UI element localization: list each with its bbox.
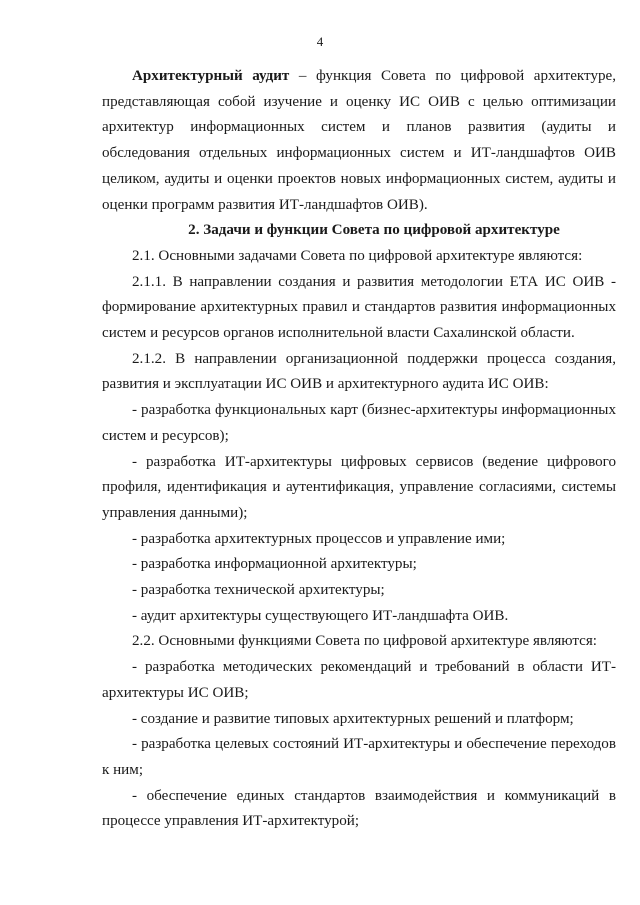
paragraph-2-1: 2.1. Основными задачами Совета по цифровой архитектуре являются: xyxy=(132,247,583,264)
list-item: - обеспечение единых стандартов взаимодействия и коммуникаций в процессе управления ИТ-архитектурой; xyxy=(102,787,616,830)
list-item: - разработка методических рекомендаций и требований в области ИТ-архитектуры ИС ОИВ; xyxy=(102,659,616,701)
document-body xyxy=(102,64,616,835)
intro-paragraph xyxy=(102,64,616,218)
list-item: - разработка функциональных карт (бизнес-архитектуры информационных систем и ресурсов); xyxy=(102,402,616,444)
list-item: - создание и развитие типовых архитектурных решений и платформ; xyxy=(132,710,574,727)
list-item: - разработка технической архитектуры; xyxy=(132,582,385,599)
paragraph-2-1-2: 2.1.2. В направлении организационной поддержки процесса создания, развития и эксплуатации ИС ОИВ и архитектурного аудита ИС ОИВ: xyxy=(102,350,616,393)
list-item: - аудит архитектуры существующего ИТ-ландшафта ОИВ. xyxy=(132,607,509,624)
list-item: - разработка информационной архитектуры; xyxy=(132,556,417,573)
list-item: - разработка ИТ-архитектуры цифровых сервисов (ведение цифрового профиля, идентификация и аутентификация, управление согласиями, системы управления данными); xyxy=(102,453,616,521)
list-item: - разработка архитектурных процессов и управление ими; xyxy=(132,530,506,547)
page-number: 4 xyxy=(316,34,324,49)
paragraph-2-1-1: 2.1.1. В направлении создания и развития методологии ЕТА ИС ОИВ - формирование архитектурных правил и стандартов развития информационных систем и ресурсов органов исполнительной власти Сахалинской области. xyxy=(102,273,616,342)
intro-definition: – функция Совета по цифровой архитектуре, представляющая собой изучение и оценку ИС ОИВ с целью оптимизации архитектур информационных систем и планов развития (аудиты и обследования отдельных информационных систем и ИТ-ландшафтов ОИВ целиком, аудиты и оценки проектов новых информационных систем, аудиты и оценки программ развития ИТ-ландшафтов ОИВ). xyxy=(102,68,617,213)
section-title: 2. Задачи и функции Совета по цифровой архитектуре xyxy=(188,222,560,239)
list-item: - разработка целевых состояний ИТ-архитектуры и обеспечение переходов к ним; xyxy=(102,736,616,778)
paragraph-2-2: 2.2. Основными функциями Совета по цифровой архитектуре являются: xyxy=(132,633,598,650)
intro-term: Архитектурный аудит xyxy=(132,68,290,84)
